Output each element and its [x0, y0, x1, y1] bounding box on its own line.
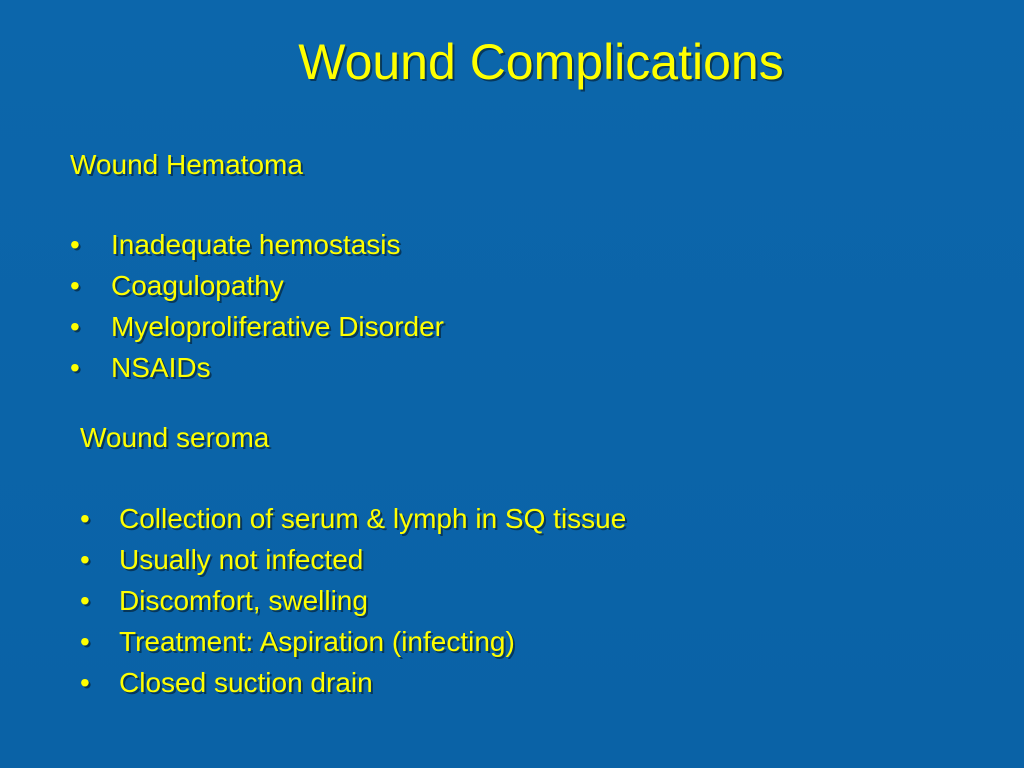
bullet-icon: •: [70, 270, 80, 301]
list-item-text: Collection of serum & lymph in SQ tissue: [119, 503, 627, 534]
list-item-text: Inadequate hemostasis: [111, 229, 401, 260]
list-item-text: Coagulopathy: [111, 270, 284, 301]
section-heading-wound-seroma: Wound seroma: [80, 422, 270, 453]
list-item-text: Treatment: Aspiration (infecting): [119, 626, 515, 657]
slide-title: Wound Complications: [298, 34, 784, 90]
list-item-text: NSAIDs: [111, 352, 211, 383]
bullet-icon: •: [70, 352, 80, 383]
section-heading-wound-hematoma: Wound Hematoma: [70, 149, 303, 180]
list-item-text: Usually not infected: [119, 544, 364, 575]
bullet-icon: •: [80, 544, 90, 575]
bullet-icon: •: [70, 311, 80, 342]
list-item-text: Discomfort, swelling: [119, 585, 368, 616]
list-item-text: Myeloproliferative Disorder: [111, 311, 445, 342]
bullet-icon: •: [80, 503, 90, 534]
bullet-icon: •: [70, 229, 80, 260]
bullet-icon: •: [80, 667, 90, 698]
bullet-icon: •: [80, 585, 90, 616]
list-item-text: Closed suction drain: [119, 667, 373, 698]
bullet-icon: •: [80, 626, 90, 657]
